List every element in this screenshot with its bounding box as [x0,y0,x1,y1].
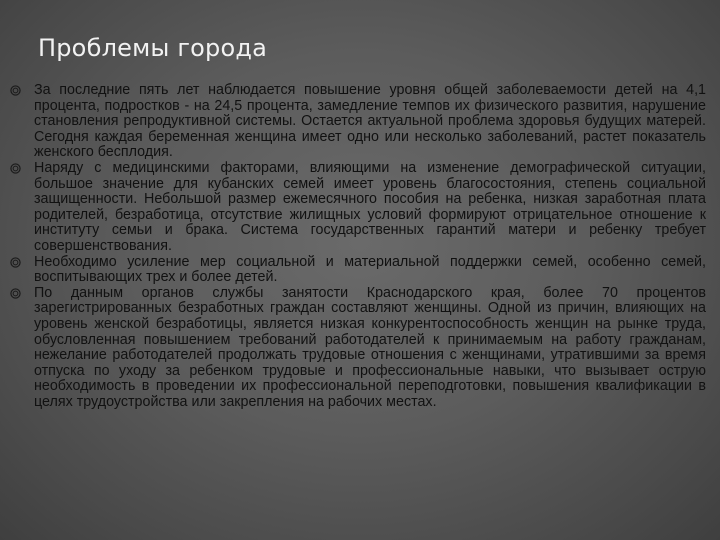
bullet-text: За последние пять лет наблюдается повышение уровня общей заболеваемости детей на 4,1 процента, подростков - на 24,5 процента, замедление темпов их физического развития, нарушение становления репродуктивной системы. Остается актуальной проблема здоровья будущих матерей. Сегодня каждая беременная женщина имеет одно или несколько заболеваний, растет показатель женского бесплодия. [34,82,706,161]
bullet-ring-icon [10,288,21,299]
bullet-text: Наряду с медицинскими факторами, влияющими на изменение демографической ситуации, большое значение для кубанских семей имеет уровень благосостояния, степень социальной защищенности. Небольшой размер ежемесячного пособия на ребенка, низкая заработная плата родителей, безработица, отсутствие жилищных условий формируют отрицательное отношение к институту семьи и брака. Система государственных гарантий матери и ребенку требует совершенствования. [34,159,706,254]
bullet-ring-icon [10,257,21,268]
bullet-item [34,286,706,411]
bullet-text: По данным органов службы занятости Краснодарского края, более 70 процентов зарегистрированных безработных граждан составляют женщины. Одной из причин, влияющих на уровень женской безработицы, является низкая конкурентоспособность женщин на рынке труда, обусловленная повышением требований работодателей к принимаемым на работу гражданам, нежелание работодателей продолжать трудовые отношения с женщинами, утратившими за время отпуска по уходу за ребенком трудовые и профессиональные навыки, что вызывает острую необходимость в проведении их профессиональной переподготовки, повышения квалификации в целях трудоустройства или закрепления на рабочих местах. [34,284,706,410]
bullet-item [34,161,706,255]
slide-title: Проблемы города [38,34,268,62]
bullet-text: Необходимо усиление мер социальной и материальной поддержки семей, особенно семей, воспитывающих трех и более детей. [34,253,706,286]
bullet-list [34,83,706,410]
bullet-ring-icon [10,163,21,174]
bullet-item [34,83,706,161]
bullet-ring-icon [10,85,21,96]
bullet-item [34,255,706,286]
